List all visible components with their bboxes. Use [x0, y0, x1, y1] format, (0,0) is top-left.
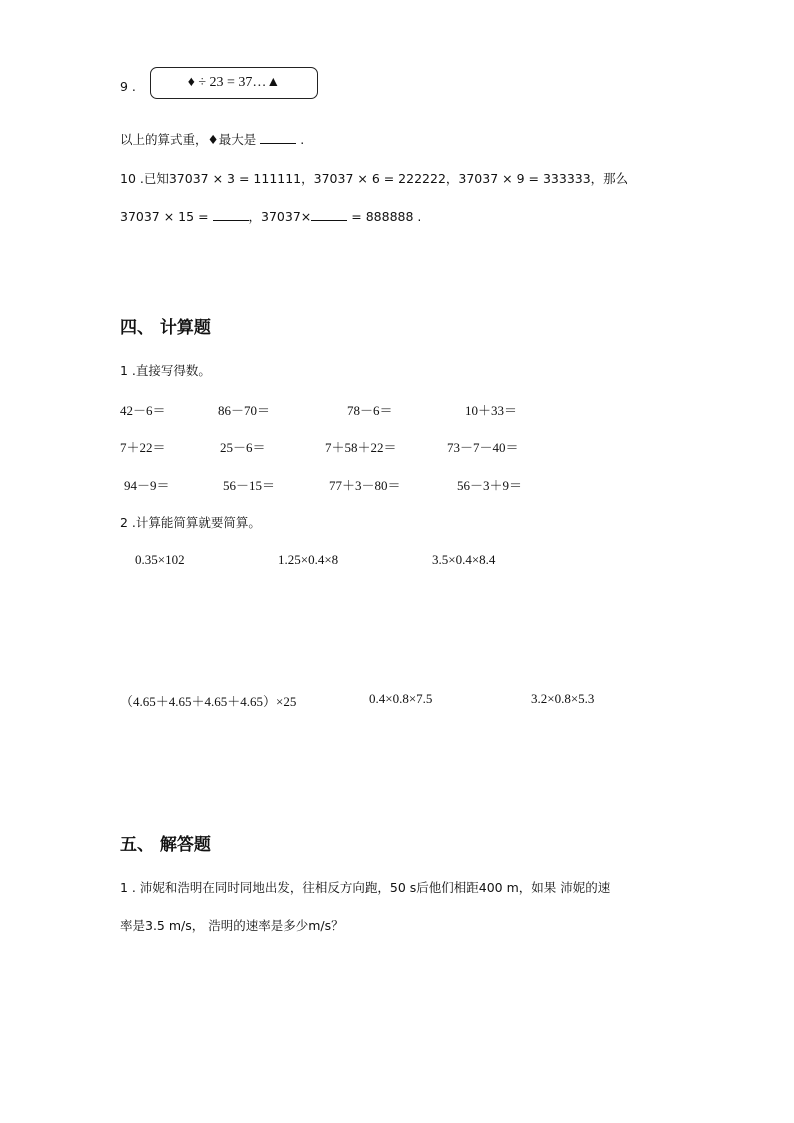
- calc-item: 0.4×0.8×7.5: [369, 691, 433, 706]
- expression-box: [150, 67, 318, 99]
- section-5-title: 五、 解答题: [120, 835, 211, 855]
- mental-math-item: 94－9＝: [124, 478, 170, 493]
- question-10-line2: [120, 207, 421, 225]
- mental-math-item: 78－6＝: [347, 403, 393, 418]
- mental-math-item: 42－6＝: [120, 403, 166, 418]
- question-9-number: 9 .: [120, 79, 136, 94]
- question-9-text: [120, 130, 304, 148]
- calc-item: （4.65＋4.65＋4.65＋4.65）×25: [120, 694, 297, 709]
- q10-part1: 37037 × 15 =: [120, 209, 209, 224]
- q9-end: .: [300, 132, 305, 147]
- mental-math-item: 7＋22＝: [120, 440, 166, 455]
- calc-item: 3.2×0.8×5.3: [531, 691, 595, 706]
- mental-math-item: 86－70＝: [218, 403, 271, 418]
- section-4-q2-title: 2 .计算能简算就要简算。: [120, 515, 261, 530]
- mental-math-item: 10＋33＝: [465, 403, 518, 418]
- mental-math-item: 25－6＝: [220, 440, 266, 455]
- mental-math-item: 56－3＋9＝: [457, 478, 523, 493]
- mental-math-item: 73－7－40＝: [447, 440, 519, 455]
- section-4-q1-title: 1 .直接写得数。: [120, 363, 211, 378]
- mental-math-item: 77＋3－80＝: [329, 478, 401, 493]
- mental-math-item: 7＋58＋22＝: [325, 440, 397, 455]
- diamond-icon: ♦: [207, 132, 219, 147]
- calc-item: 3.5×0.4×8.4: [432, 552, 496, 567]
- question-10-line1: 10 .已知37037 × 3 = 111111，37037 × 6 = 222222，37037 × 9 = 333333，那么: [120, 171, 629, 186]
- section-5-q1-line1: 1 . 沛妮和浩明在同时同地出发，往相反方向跑，50 s后他们相距400 m，如果 沛妮的速: [120, 880, 611, 895]
- q9-text-after: 最大是: [218, 132, 257, 147]
- answer-blank[interactable]: [311, 208, 347, 221]
- section-4-title: 四、 计算题: [120, 318, 211, 338]
- answer-blank[interactable]: [213, 208, 249, 221]
- q10-part3: = 888888 .: [351, 209, 422, 224]
- calc-item: 1.25×0.4×8: [278, 552, 339, 567]
- q10-part2: ，37037×: [248, 209, 312, 224]
- q9-text-before: 以上的算式重，: [120, 132, 208, 147]
- answer-blank[interactable]: [260, 131, 296, 144]
- box-expression: ♦ ÷ 23 = 37…▲: [187, 75, 281, 90]
- section-5-q1-line2: 率是3.5 m/s， 浩明的速率是多少m/s？: [120, 918, 344, 933]
- mental-math-item: 56－15＝: [223, 478, 276, 493]
- calc-item: 0.35×102: [135, 552, 185, 567]
